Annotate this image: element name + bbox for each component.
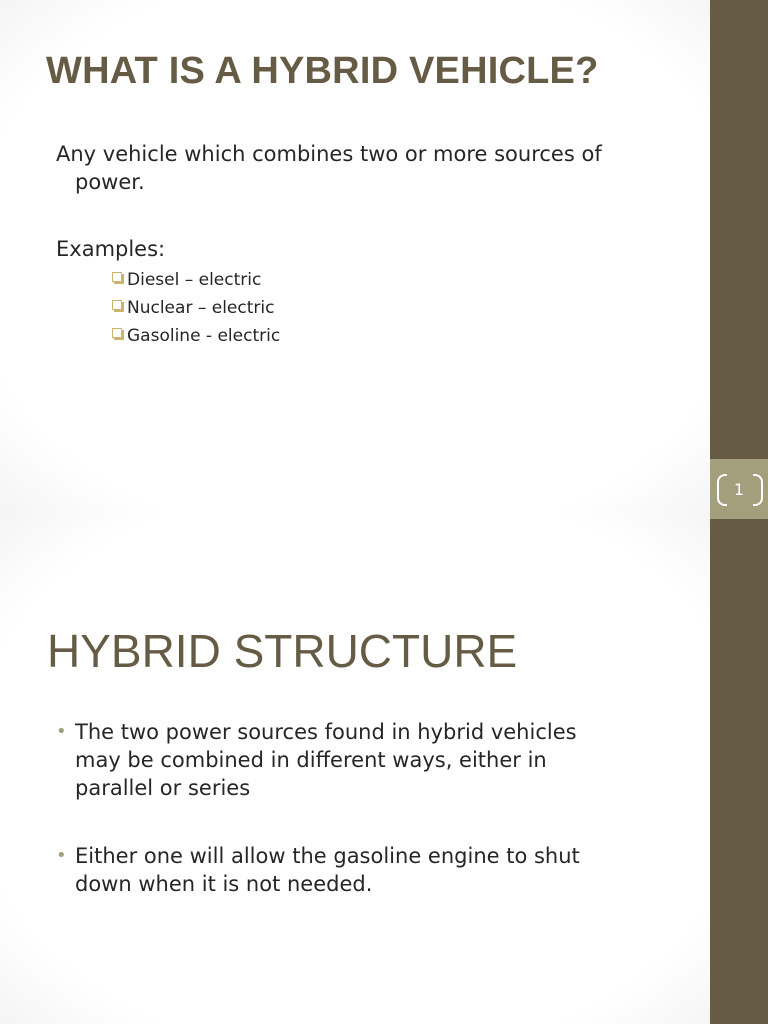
example-text: Gasoline - electric: [127, 326, 281, 346]
bullet-line: Either one will allow the gasoline engine to shut: [75, 844, 580, 868]
page-number: 1: [733, 480, 745, 499]
dot-bullet-icon: •: [56, 721, 67, 742]
example-text: Nuclear – electric: [127, 298, 275, 318]
examples-label: Examples:: [56, 237, 166, 261]
bullet-line: may be combined in different ways, either in: [75, 748, 547, 772]
slide-title: HYBRID STRUCTURE: [47, 625, 518, 677]
slide-sidebar: [710, 512, 768, 1024]
bullet-list: [56, 718, 656, 938]
definition-paragraph: [56, 140, 676, 196]
list-item: [56, 842, 656, 898]
square-bullet-icon: [112, 272, 122, 282]
slide-sidebar: [710, 0, 768, 512]
square-bullet-icon: [112, 300, 122, 310]
list-item: [56, 718, 656, 802]
examples-list: [112, 268, 280, 352]
bullet-line: parallel or series: [75, 776, 251, 800]
square-bullet-icon: [112, 328, 122, 338]
list-item: [112, 268, 280, 296]
example-text: Diesel – electric: [127, 270, 262, 290]
list-item: [112, 324, 280, 352]
slide-hybrid-structure: [0, 512, 768, 1024]
page-number-badge: [710, 459, 768, 519]
dot-bullet-icon: •: [56, 845, 67, 866]
list-item: [112, 296, 280, 324]
definition-line-2: power.: [75, 170, 145, 194]
definition-line-1: Any vehicle which combines two or more sources of: [56, 142, 602, 166]
bullet-line: down when it is not needed.: [75, 872, 373, 896]
slide-title: WHAT IS A HYBRID VEHICLE?: [46, 50, 599, 92]
bullet-line: The two power sources found in hybrid vehicles: [75, 720, 577, 744]
